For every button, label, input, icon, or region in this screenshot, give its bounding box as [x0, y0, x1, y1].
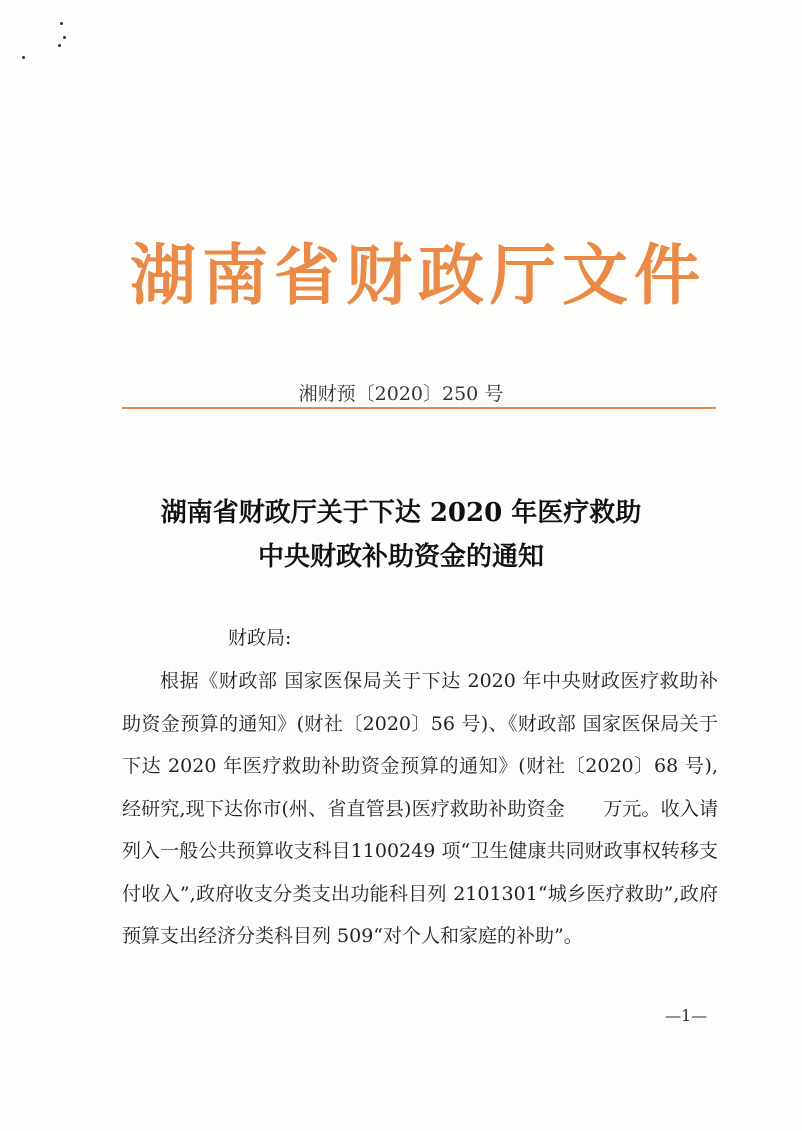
notice-title-line-1: 湖南省财政厅关于下达 2020 年医疗救助: [160, 498, 642, 528]
notice-body-paragraph: 根据《财政部 国家医保局关于下达 2020 年中央财政医疗救助补助资金预算的通知》(财社〔2020〕56 号)、《财政部 国家医保局关于下达 2020 年医疗救助补助资金预算的通知》(财社〔2020〕68 号),经研究,现下达你市(州、省直管县)医疗救助补助资金 万元。收入请列入一般公共预算收支科目1100249 项“卫生健康共同财政事权转移支付收入”,政府收支分类支出功能科目列 2101301“城乡医疗救助”,政府预算支出经济分类科目列 509“对个人和家庭的补助”。: [122, 670, 718, 947]
document-number: 湘财预〔2020〕250 号: [298, 383, 504, 405]
scan-mark: [22, 56, 25, 59]
scan-mark: [63, 36, 66, 39]
salutation: 财政局:: [228, 627, 292, 649]
agency-header-title: 湖南省财政厅文件: [130, 237, 706, 314]
notice-title-line-2: 中央财政补助资金的通知: [257, 542, 544, 572]
header-divider-rule: [122, 407, 716, 409]
scan-mark: [58, 44, 61, 47]
page-number: —1—: [665, 1006, 708, 1025]
scan-mark: [60, 22, 63, 25]
